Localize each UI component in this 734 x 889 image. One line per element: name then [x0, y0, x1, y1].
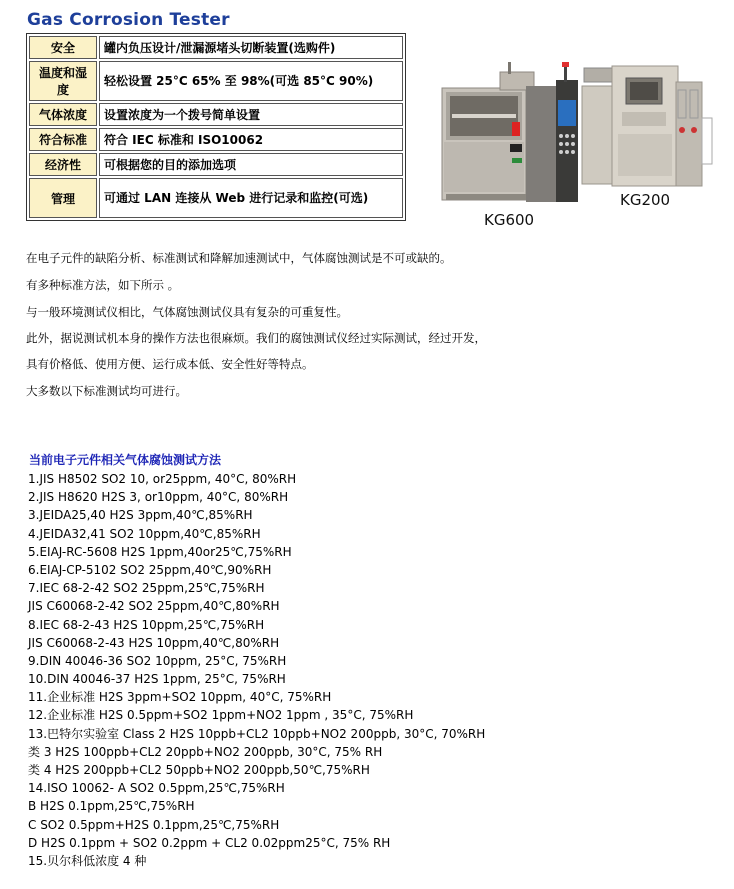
spec-row — [29, 61, 403, 101]
kg600-caption: KG600 — [484, 211, 535, 229]
list-item: 14.ISO 10062- A SO2 0.5ppm,25℃,75%RH — [28, 781, 285, 796]
methods-list — [28, 470, 485, 870]
intro-paragraph: 大多数以下标准测试均可进行。 — [26, 384, 187, 398]
list-item: 类 3 H2S 100ppb+CL2 20ppb+NO2 200ppb, 30°C, 75% RH — [28, 744, 383, 759]
list-item: 6.EIAJ-CP-5102 SO2 25ppm,40℃,90%RH — [28, 562, 272, 577]
spec-key: 温度和湿度 — [29, 61, 97, 101]
spec-key: 符合标准 — [29, 128, 97, 151]
intro-paragraph: 此外，据说测试机本身的操作方法也很麻烦。我们的腐蚀测试仪经过实际测试，经过开发， — [26, 331, 486, 345]
spec-row — [29, 36, 403, 59]
list-item: 1.JIS H8502 SO2 10, or25ppm, 40°C, 80%RH — [28, 472, 297, 486]
list-item: JIS C60068-2-42 SO2 25ppm,40℃,80%RH — [28, 599, 280, 614]
list-item: 12.企业标准 H2S 0.5ppm+SO2 1ppm+NO2 1ppm , 35°C, 75%RH — [28, 708, 414, 723]
list-item: 3.JEIDA25,40 H2S 3ppm,40℃,85%RH — [28, 508, 253, 523]
list-item: 13.巴特尔实验室 Class 2 H2S 10ppb+CL2 10ppb+NO2 200ppb, 30°C, 70%RH — [28, 726, 486, 741]
list-item: 7.IEC 68-2-42 SO2 25ppm,25℃,75%RH — [28, 581, 265, 596]
list-item: D H2S 0.1ppm + SO2 0.2ppm + CL2 0.02ppm25°C, 75% RH — [28, 835, 391, 850]
list-item: 4.JEIDA32,41 SO2 10ppm,40℃,85%RH — [28, 526, 261, 541]
page-title: Gas Corrosion Tester — [27, 10, 230, 30]
intro-paragraph: 在电子元件的缺陷分析、标准测试和降解加速测试中，气体腐蚀测试是不可或缺的。 — [26, 251, 452, 265]
intro-paragraph: 有多种标准方法，如下所示 。 — [26, 278, 180, 292]
kg200-caption: KG200 — [620, 191, 671, 209]
intro-paragraph: 与一般环境测试仪相比，气体腐蚀测试仪具有复杂的可重复性。 — [26, 305, 348, 319]
methods-heading: 当前电子元件相关气体腐蚀测试方法 — [29, 453, 222, 467]
list-item: B H2S 0.1ppm,25℃,75%RH — [28, 799, 195, 814]
spec-value: 轻松设置 25°C 65% 至 98%(可选 85°C 90%) — [99, 61, 403, 101]
list-item: JIS C60068-2-43 H2S 10ppm,40℃,80%RH — [28, 635, 280, 650]
spec-key: 管理 — [29, 178, 97, 218]
list-item: 8.IEC 68-2-43 H2S 10ppm,25℃,75%RH — [28, 617, 265, 632]
spec-value: 符合 IEC 标准和 ISO10062 — [99, 128, 403, 151]
spec-value: 设置浓度为一个拨号简单设置 — [99, 103, 403, 126]
spec-table — [26, 33, 406, 221]
list-item: 11.企业标准 H2S 3ppm+SO2 10ppm, 40°C, 75%RH — [28, 690, 332, 705]
kg600-image — [440, 58, 580, 208]
spec-row — [29, 128, 403, 151]
list-item: 类 4 H2S 200ppb+CL2 50ppb+NO2 200ppb,50℃,75%RH — [28, 763, 370, 777]
list-item: C SO2 0.5ppm+H2S 0.1ppm,25℃,75%RH — [28, 817, 280, 832]
spec-value: 可通过 LAN 连接从 Web 进行记录和监控(可选) — [99, 178, 403, 218]
spec-row — [29, 153, 403, 176]
intro-paragraph: 具有价格低、使用方便、运行成本低、安全性好等特点。 — [26, 357, 314, 371]
spec-key: 气体浓度 — [29, 103, 97, 126]
spec-value: 可根据您的目的添加选项 — [99, 153, 403, 176]
list-item: 15.贝尔科低浓度 4 种 — [28, 853, 147, 868]
list-item: 10.DIN 40046-37 H2S 1ppm, 25°C, 75%RH — [28, 672, 286, 687]
list-item: 9.DIN 40046-36 SO2 10ppm, 25°C, 75%RH — [28, 653, 287, 668]
list-item: 2.JIS H8620 H2S 3, or10ppm, 40°C, 80%RH — [28, 490, 289, 505]
list-item: 5.EIAJ-RC-5608 H2S 1ppm,40or25℃,75%RH — [28, 544, 292, 559]
kg200-image — [578, 62, 718, 192]
spec-row — [29, 103, 403, 126]
spec-row — [29, 178, 403, 218]
spec-key: 经济性 — [29, 153, 97, 176]
spec-key: 安全 — [29, 36, 97, 59]
spec-value: 罐内负压设计/泄漏源堵头切断装置(选购件) — [99, 36, 403, 59]
